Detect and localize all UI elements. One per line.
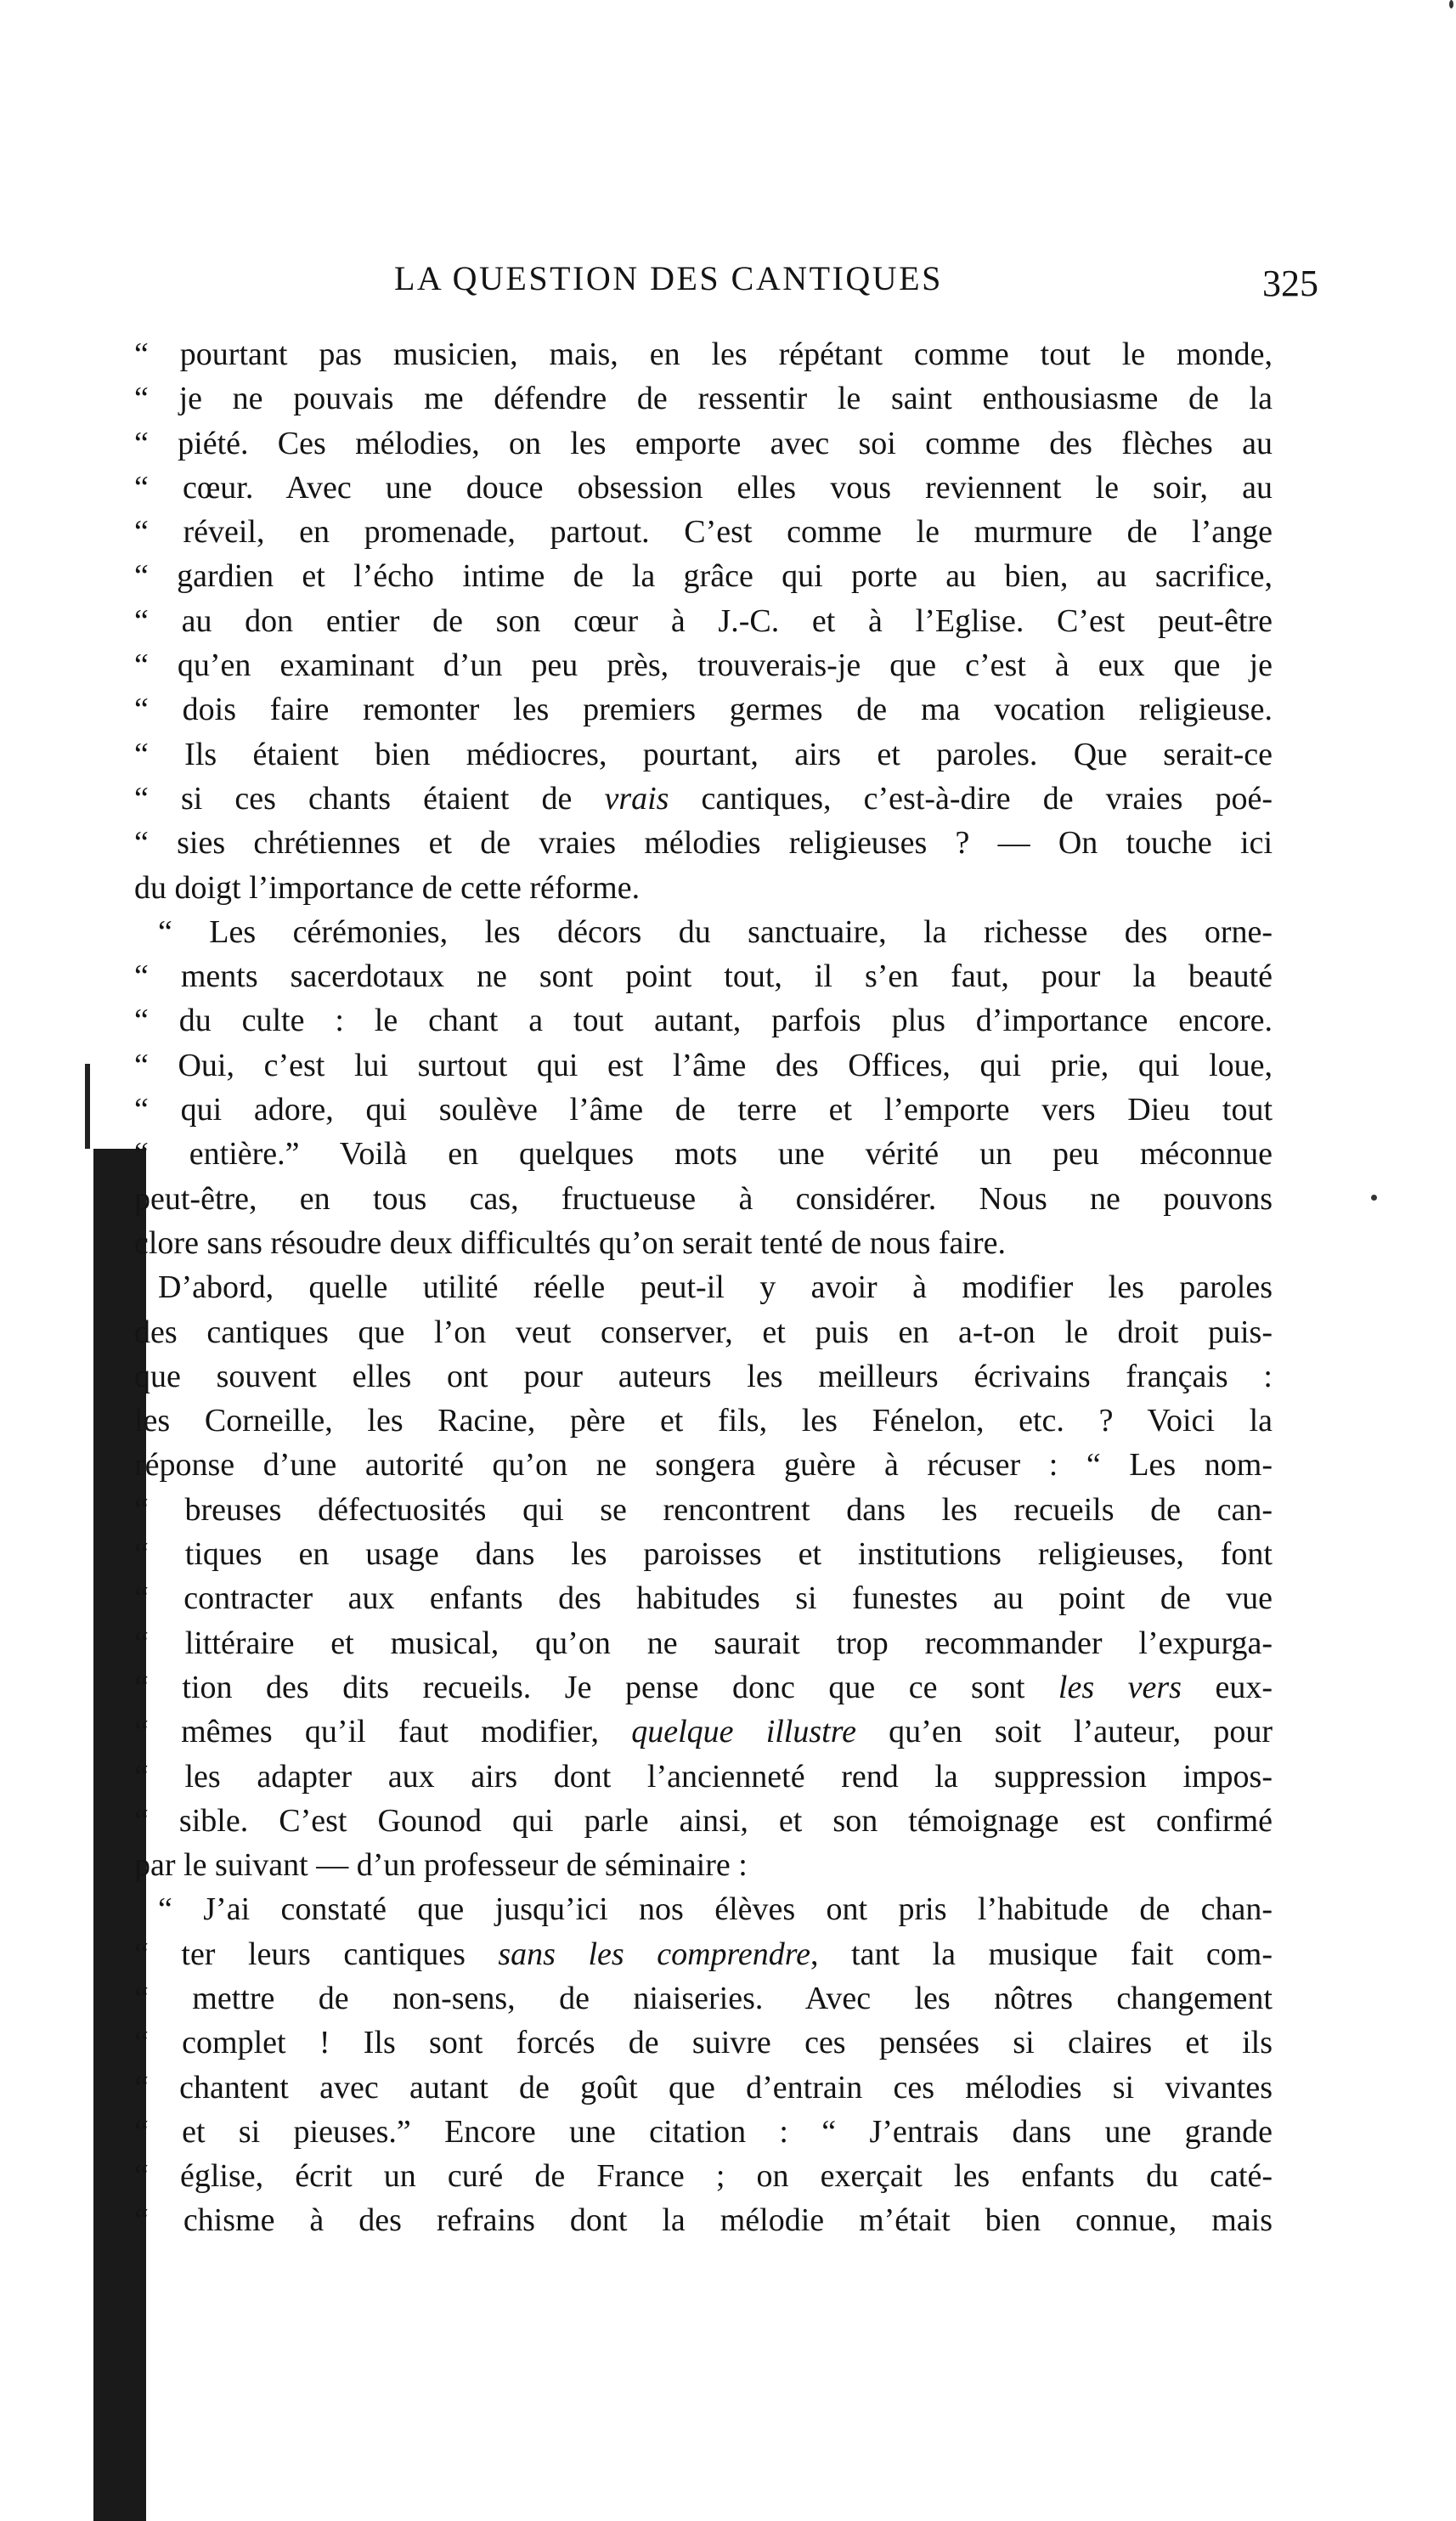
text-line: “ sies chrétiennes et de vraies mélodies religieuses ? — On touche ici	[134, 825, 1273, 862]
page-speck	[1449, 0, 1453, 8]
italic-text: vrais	[604, 780, 669, 817]
text-line: “ église, écrit un curé de France ; on exerçait les enfants du caté-	[134, 2158, 1273, 2195]
text-line: “ tiques en usage dans les paroisses et institutions religieuses, font	[134, 1536, 1273, 1573]
text-line: D’abord, quelle utilité réelle peut-il y avoir à modifier les paroles	[158, 1269, 1273, 1306]
text-line: les Corneille, les Racine, père et fils, les Fénelon, etc. ? Voici la	[134, 1403, 1273, 1439]
text-line: réponse d’une autorité qu’on ne songera guère à récuser : “ Les nom-	[134, 1447, 1273, 1484]
text-line: “ chantent avec autant de goût que d’entrain ces mélodies si vivantes	[134, 2069, 1273, 2106]
text-line: “ entière.” Voilà en quelques mots une vérité un peu méconnue	[134, 1136, 1273, 1173]
text-line: “ piété. Ces mélodies, on les emporte avec soi comme des flèches au	[134, 425, 1273, 461]
text-line: “ ter leurs cantiques sans les comprendre, tant la musique fait com-	[134, 1936, 1273, 1972]
text-line: “ J’ai constaté que jusqu’ici nos élèves ont pris l’habitude de chan-	[158, 1891, 1273, 1928]
text-line: “ contracter aux enfants des habitudes si funestes au point de vue	[134, 1580, 1273, 1617]
text-line: “ je ne pouvais me défendre de ressentir le saint enthousiasme de la	[134, 381, 1273, 417]
text-line: “ Ils étaient bien médiocres, pourtant, airs et paroles. Que serait-ce	[134, 736, 1273, 772]
running-title: LA QUESTION DES CANTIQUES	[394, 259, 943, 297]
text-line: “ mettre de non-sens, de niaiseries. Avec les nôtres changement	[134, 1980, 1273, 2016]
text-line: “ chisme à des refrains dont la mélodie m’était bien connue, mais	[134, 2202, 1273, 2239]
text-line: “ tion des dits recueils. Je pense donc que ce sont les vers eux-	[134, 1669, 1273, 1705]
text-line: “ dois faire remonter les premiers germes de ma vocation religieuse.	[134, 692, 1273, 728]
text-line: clore sans résoudre deux difficultés qu’on serait tenté de nous faire.	[134, 1224, 1006, 1261]
body-text	[134, 332, 1273, 2243]
italic-text: les vers	[1058, 1669, 1182, 1705]
text-line: “ si ces chants étaient de vrais cantiques, c’est-à-dire de vraies poé-	[134, 780, 1273, 817]
page-header	[139, 255, 1325, 306]
page-speck	[1371, 1195, 1377, 1201]
text-line: du doigt l’importance de cette réforme.	[134, 869, 641, 906]
text-line: “ qu’en examinant d’un peu près, trouverais-je que c’est à eux que je	[134, 647, 1273, 684]
text-line: “ cœur. Avec une douce obsession elles vous reviennent le soir, au	[134, 469, 1273, 506]
text-line: “ qui adore, qui soulève l’âme de terre et l’emporte vers Dieu tout	[134, 1092, 1273, 1128]
text-line: “ ments sacerdotaux ne sont point tout, il s’en faut, pour la beauté	[134, 958, 1273, 995]
text-line: “ Les cérémonies, les décors du sanctuaire, la richesse des orne-	[158, 913, 1273, 950]
text-line: “ réveil, en promenade, partout. C’est comme le murmure de l’ange	[134, 514, 1273, 551]
page-number: 325	[1262, 263, 1318, 304]
italic-text: quelque illustre	[631, 1714, 856, 1750]
text-line: “ du culte : le chant a tout autant, parfois plus d’importance encore.	[134, 1003, 1273, 1039]
text-line: “ au don entier de son cœur à J.-C. et à l’Eglise. C’est peut-être	[134, 602, 1273, 639]
text-line: “ pourtant pas musicien, mais, en les répétant comme tout le monde,	[134, 336, 1273, 372]
text-line: des cantiques que l’on veut conserver, et puis en a-t-on le droit puis-	[134, 1314, 1273, 1350]
text-line: “ Oui, c’est lui surtout qui est l’âme des Offices, qui prie, qui loue,	[134, 1047, 1273, 1083]
text-line: peut-être, en tous cas, fructueuse à considérer. Nous ne pouvons	[134, 1180, 1273, 1217]
text-line: “ les adapter aux airs dont l’ancienneté rend la suppression impos-	[134, 1758, 1273, 1795]
text-line: “ breuses défectuosités qui se rencontrent dans les recueils de can-	[134, 1491, 1273, 1528]
text-line: “ gardien et l’écho intime de la grâce qui porte au bien, au sacrifice,	[134, 558, 1273, 595]
text-line: que souvent elles ont pour auteurs les meilleurs écrivains français :	[134, 1358, 1273, 1394]
italic-text: sans les comprendre	[498, 1936, 811, 1972]
text-line: “ littéraire et musical, qu’on ne saurait trop recommander l’expurga-	[134, 1625, 1273, 1661]
text-line: par le suivant — d’un professeur de séminaire :	[134, 1847, 748, 1884]
text-line: “ et si pieuses.” Encore une citation : “ J’entrais dans une grande	[134, 2113, 1273, 2150]
text-line: “ mêmes qu’il faut modifier, quelque illustre qu’en soit l’auteur, pour	[134, 1714, 1273, 1750]
text-line: “ complet ! Ils sont forcés de suivre ces pensées si claires et ils	[134, 2025, 1273, 2061]
text-line: “ sible. C’est Gounod qui parle ainsi, et son témoignage est confirmé	[134, 1802, 1273, 1839]
